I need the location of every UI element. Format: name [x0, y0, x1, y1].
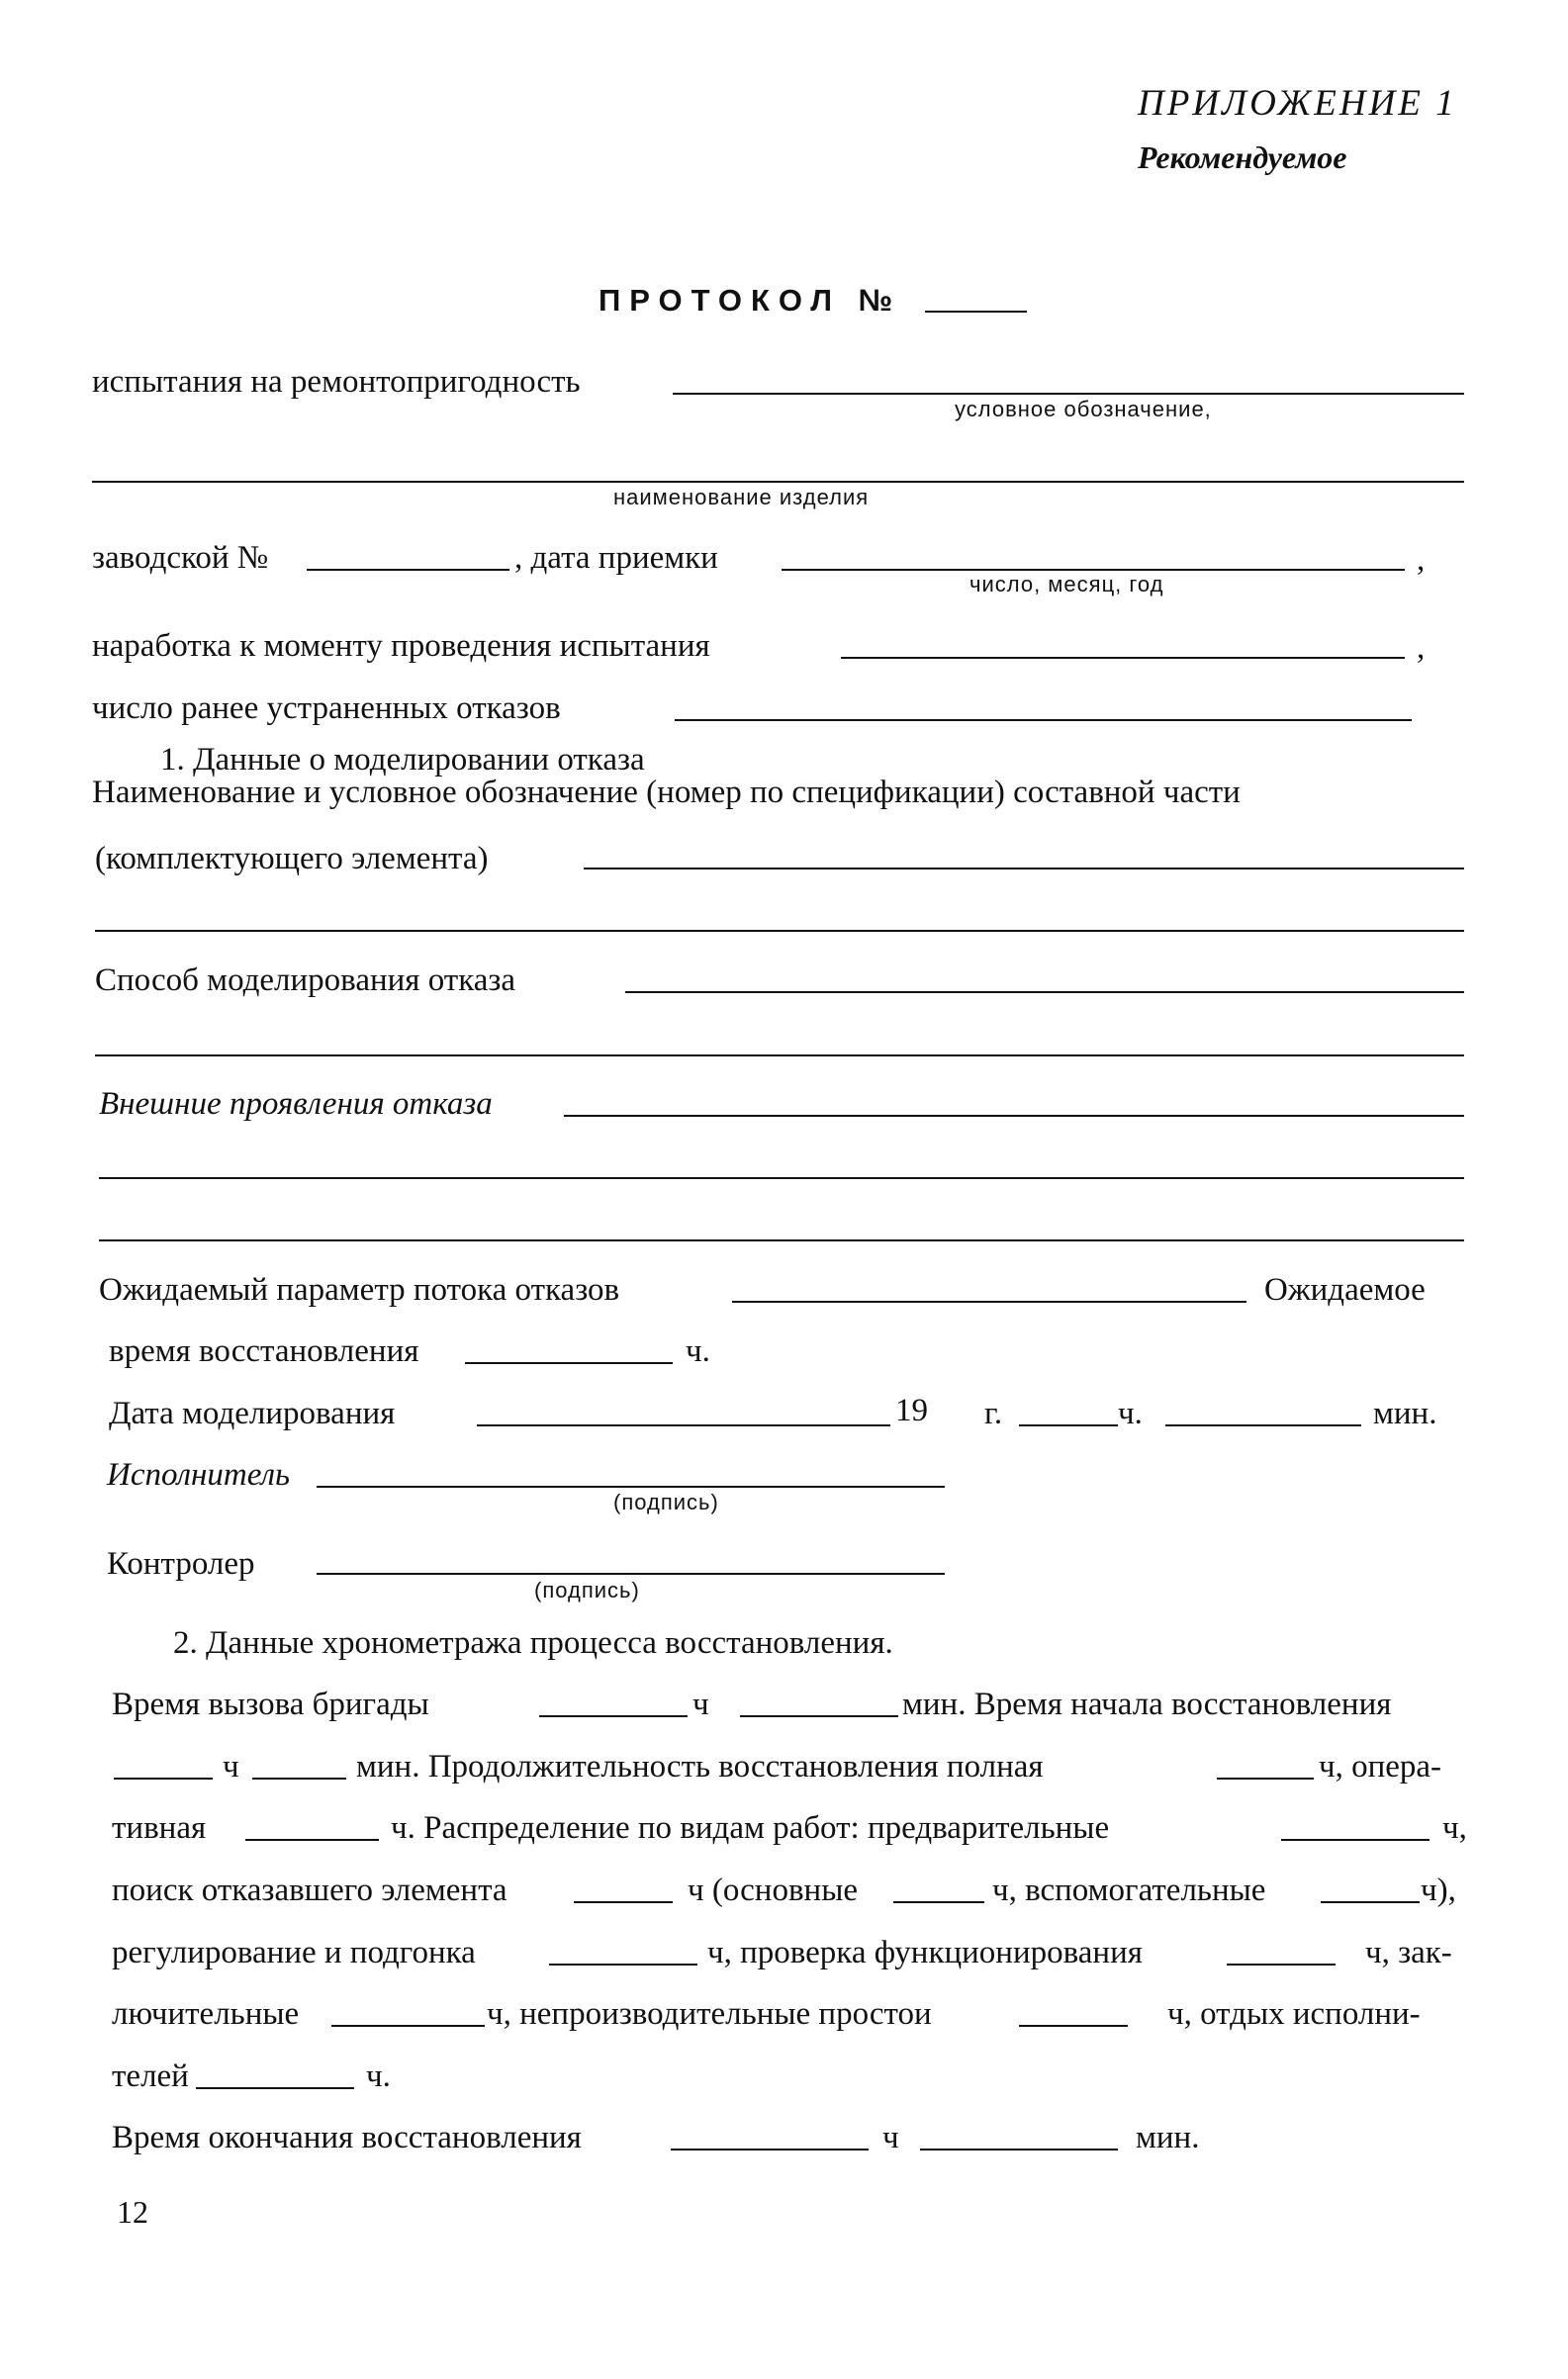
acceptance-date-caption: число, месяц, год [969, 572, 1164, 596]
acceptance-date-field[interactable] [782, 569, 1405, 571]
failure-flow-field[interactable] [732, 1301, 1246, 1303]
failure-flow-label: Ожидаемый параметр потока отказов [99, 1272, 620, 1308]
failure-manifestation-label: Внешние проявления отказа [99, 1086, 493, 1122]
section-1-heading: 1. Данные о моделировании отказа [160, 742, 645, 778]
recovery-end-hours-unit: ч [882, 2120, 899, 2155]
recovery-end-minutes-field[interactable] [920, 2149, 1118, 2150]
team-call-hours-field[interactable] [539, 1715, 688, 1717]
test-type-label: испытания на ремонтопригодность [92, 364, 581, 400]
operating-time-field[interactable] [841, 657, 1405, 659]
failure-method-field[interactable] [625, 991, 1464, 993]
component-field[interactable] [584, 868, 1464, 869]
appendix-title: ПРИЛОЖЕНИЕ 1 [1138, 83, 1457, 124]
failure-manifestation-field-3[interactable] [99, 1239, 1464, 1241]
year-suffix: г. [984, 1396, 1003, 1431]
recovery-start-label: мин. Время начала восстановления [902, 1687, 1392, 1722]
team-call-label: Время вызова бригады [112, 1687, 429, 1722]
team-call-minutes-field[interactable] [740, 1715, 898, 1717]
performers-rest-field[interactable] [196, 2087, 354, 2089]
auxiliary-works-field[interactable] [1321, 1901, 1420, 1903]
failure-method-label: Способ моделирования отказа [95, 962, 516, 998]
total-duration-field[interactable] [1217, 1778, 1314, 1780]
modeling-date-label: Дата моделирования [109, 1396, 396, 1431]
designation-field[interactable] [673, 393, 1464, 395]
failure-manifestation-field[interactable] [564, 1115, 1464, 1117]
acceptance-comma: , [1417, 542, 1426, 578]
executor-signature-caption: (подпись) [613, 1490, 719, 1514]
operating-time-label: наработка к моменту проведения испытания [92, 628, 710, 664]
component-label-line-2: (комплектующего элемента) [95, 841, 489, 876]
total-duration-label: мин. Продолжительность восстановления полная [356, 1749, 1044, 1784]
performers-rest-label: ч, отдых исполни- [1167, 1996, 1421, 2032]
function-check-label: ч, проверка функционирования [707, 1935, 1143, 1970]
factory-number-label: заводской № [92, 540, 269, 576]
recovery-time-field[interactable] [465, 1362, 673, 1364]
appendix-status: Рекомендуемое [1138, 139, 1347, 175]
modeling-hours-unit: ч. [1118, 1396, 1143, 1431]
modeling-hours-field[interactable] [1019, 1424, 1118, 1426]
operating-time-comma: , [1417, 630, 1426, 666]
idle-time-label: ч, непроизводительные простои [487, 1996, 932, 2032]
controller-label: Контролер [107, 1546, 255, 1582]
factory-number-field[interactable] [307, 569, 509, 571]
main-works-field[interactable] [893, 1901, 984, 1903]
operative-field[interactable] [245, 1839, 379, 1841]
recovery-end-hours-field[interactable] [671, 2149, 869, 2150]
preliminary-unit: ч, [1442, 1810, 1467, 1846]
protocol-title: ПРОТОКОЛ № [599, 283, 902, 318]
component-label-line-1: Наименование и условное обозначение (номер по спецификации) составной части [92, 775, 1241, 810]
failure-method-field-continued[interactable] [95, 1054, 1464, 1056]
modeling-minutes-field[interactable] [1165, 1424, 1361, 1426]
executor-label: Исполнитель [107, 1457, 290, 1493]
adjustment-label: регулирование и подгонка [112, 1935, 476, 1970]
team-call-hours-unit: ч [692, 1687, 709, 1722]
performers-rest-unit: ч. [366, 2059, 391, 2094]
recovery-start-hours-unit: ч [223, 1749, 239, 1784]
product-name-field[interactable] [92, 481, 1464, 483]
recovery-time-unit: ч. [686, 1333, 710, 1369]
expected-label: Ожидаемое [1264, 1272, 1426, 1308]
page-number: 12 [117, 2194, 148, 2230]
auxiliary-works-label: ч, вспомогательные [992, 1873, 1266, 1908]
operative-label: тивная [112, 1810, 207, 1846]
modeling-date-field[interactable] [477, 1424, 890, 1426]
preliminary-field[interactable] [1281, 1839, 1430, 1841]
protocol-number-field[interactable] [925, 311, 1027, 313]
modeling-minutes-unit: мин. [1373, 1396, 1437, 1431]
adjustment-field[interactable] [549, 1964, 697, 1966]
year-prefix: 19 [895, 1393, 928, 1428]
performers-label: телей [112, 2059, 189, 2094]
recovery-end-label: Время окончания восстановления [112, 2120, 582, 2155]
section-2-heading: 2. Данные хронометража процесса восстановления. [173, 1625, 893, 1661]
final-works-field[interactable] [331, 2025, 485, 2027]
search-label: поиск отказавшего элемента [112, 1873, 507, 1908]
prior-failures-field[interactable] [675, 719, 1412, 721]
auxiliary-works-unit: ч), [1421, 1873, 1456, 1908]
final-works-prefix: ч, зак- [1365, 1935, 1452, 1970]
component-field-continued[interactable] [95, 930, 1464, 932]
acceptance-date-label: , дата приемки [514, 540, 718, 576]
final-works-label: лючительные [112, 1996, 300, 2032]
designation-caption: условное обозначение, [955, 397, 1212, 421]
recovery-time-label: время восстановления [109, 1333, 419, 1369]
recovery-start-hours-field[interactable] [114, 1778, 213, 1780]
controller-signature-caption: (подпись) [534, 1578, 640, 1602]
failure-manifestation-field-2[interactable] [99, 1177, 1464, 1179]
search-field[interactable] [574, 1901, 673, 1903]
idle-time-field[interactable] [1019, 2025, 1128, 2027]
recovery-start-minutes-field[interactable] [252, 1778, 346, 1780]
product-name-caption: наименование изделия [613, 485, 870, 509]
main-works-label: ч (основные [688, 1873, 859, 1908]
controller-signature-field[interactable] [317, 1573, 945, 1575]
recovery-end-minutes-unit: мин. [1136, 2120, 1200, 2155]
distribution-label: ч. Распределение по видам работ: предварительные [391, 1810, 1110, 1846]
total-duration-unit: ч, опера- [1319, 1749, 1442, 1784]
function-check-field[interactable] [1227, 1964, 1336, 1966]
executor-signature-field[interactable] [317, 1486, 945, 1488]
prior-failures-label: число ранее устраненных отказов [92, 690, 561, 726]
